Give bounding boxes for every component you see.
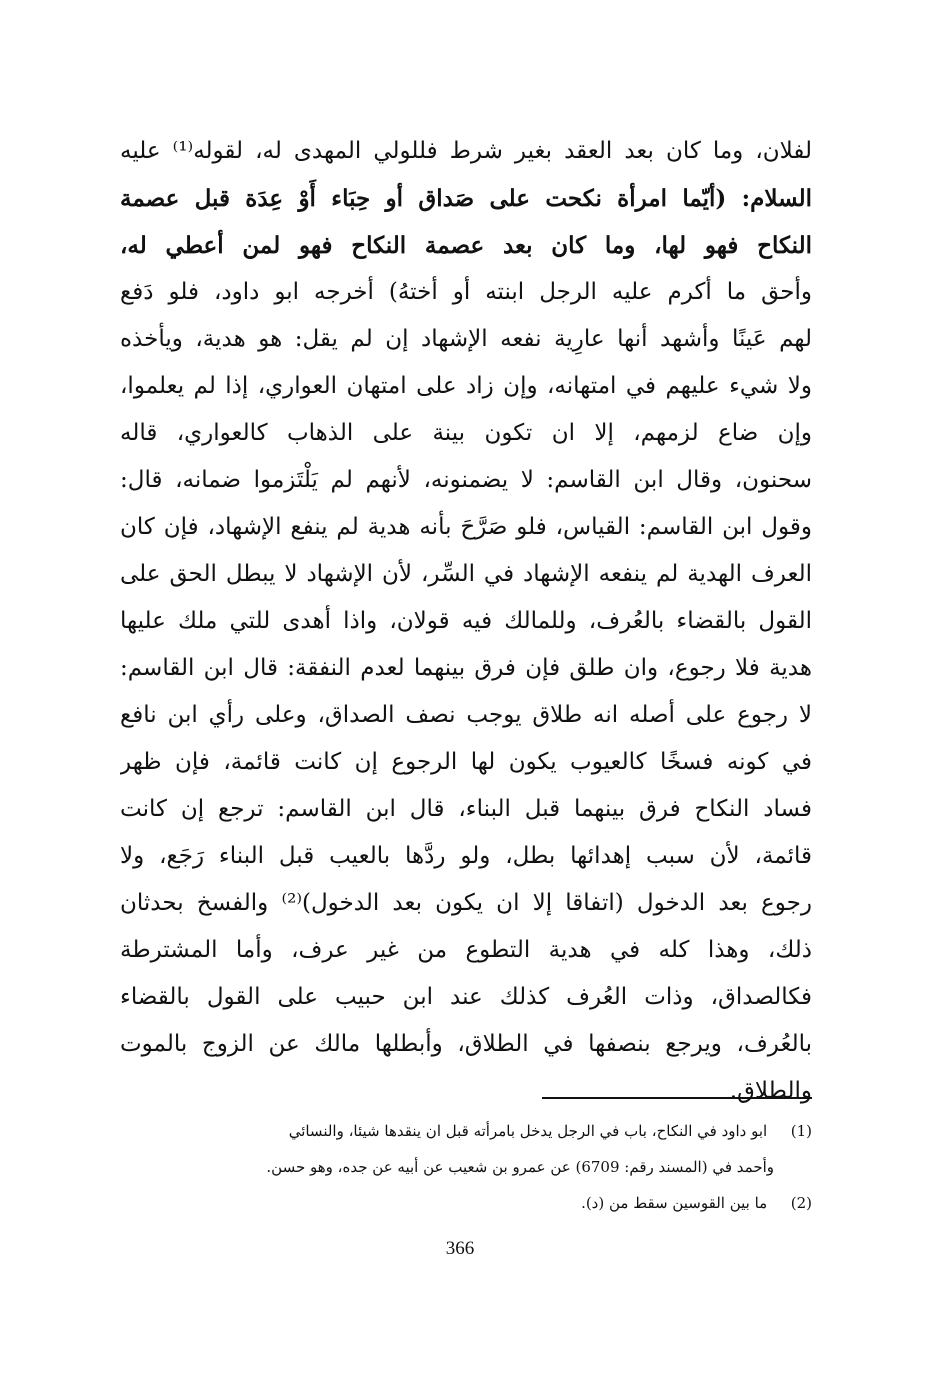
- text-line: السلام: (أيّما امرأة نكحت على صَداق أو حِبَاء أَوْ عِدَة قبل عصمة: [120, 185, 812, 212]
- text-line: القول بالقضاء بالعُرف، وللمالك فيه قولان، واذا أهدى للتي ملك عليها: [120, 608, 812, 634]
- text-line: هدية فلا رجوع، وان طلق فإن فرق بينهما لعدم النفقة: قال ابن القاسم:: [120, 655, 812, 681]
- text-line: فساد النكاح فرق بينهما قبل البناء، قال ابن القاسم: ترجع إن كانت: [120, 796, 812, 822]
- text-line: ذلك، وهذا كله في هدية التطوع من غير عرف، وأما المشترطة: [120, 937, 812, 963]
- footnote-1-continuation: [120, 1149, 812, 1185]
- text-line: بالعُرف، ويرجع بنصفها في الطلاق، وأبطلها مالك عن الزوج بالموت: [120, 1031, 812, 1057]
- main-text: [120, 128, 812, 1115]
- text-line: ولا شيء عليهم في امتهانه، وإن زاد على امتهان العواري، إذا لم يعلموا،: [120, 373, 812, 399]
- footnote-marker: (1): [790, 1122, 812, 1140]
- text-line: سحنون، وقال ابن القاسم: لا يضمنونه، لأنهم لم يَلْتَزموا ضمانه، قال:: [120, 467, 812, 493]
- text-line: لفلان، وما كان بعد العقد بغير شرط فللولي المهدى له، لقوله⁽¹⁾ عليه: [120, 138, 812, 164]
- text-line: وقول ابن القاسم: القياس، فلو صَرَّحَ بأنه هدية لم ينفع الإشهاد، فإن كان: [120, 514, 812, 540]
- footnote-divider: [542, 1097, 812, 1099]
- text-line: وإن ضاع لزمهم، إلا ان تكون بينة على الذهاب كالعواري، قاله: [120, 420, 812, 446]
- footnote-text: ابو داود في النكاح، باب في الرجل يدخل بامرأته قبل ان ينقدها شيئا، والنسائي: [288, 1122, 768, 1140]
- footnote-marker: (2): [790, 1194, 812, 1212]
- text-line: رجوع بعد الدخول (اتفاقا إلا ان يكون بعد الدخول)⁽²⁾ والفسخ بحدثان: [120, 890, 812, 916]
- footnotes: [120, 1113, 812, 1221]
- text-line: لهم عَينًا وأشهد أنها عارِية نفعه الإشهاد إن لم يقل: هو هدية، ويأخذه: [120, 326, 812, 352]
- text-line: وأحق ما أكرم عليه الرجل ابنته أو أختهُ) أخرجه ابو داود، فلو دَفع: [120, 279, 812, 305]
- footnote-2: [120, 1185, 812, 1221]
- footnote-text: ما بين القوسين سقط من (د).: [581, 1194, 768, 1212]
- text-line: فكالصداق، وذات العُرف كذلك عند ابن حبيب على القول بالقضاء: [120, 984, 812, 1010]
- page-number: 366: [445, 1238, 475, 1259]
- text-line: النكاح فهو لها، وما كان بعد عصمة النكاح فهو لمن أعطي له،: [120, 232, 812, 259]
- text-line: العرف الهدية لم ينفعه الإشهاد في السِّر، لأن الإشهاد لا يبطل الحق على: [120, 561, 812, 587]
- text-line: لا رجوع على أصله انه طلاق يوجب نصف الصداق، وعلى رأي ابن نافع: [120, 702, 812, 728]
- footnote-1: [120, 1113, 812, 1149]
- text-line: في كونه فسخًا كالعيوب يكون لها الرجوع إن كانت قائمة، فإن ظهر: [120, 749, 812, 775]
- text-line: قائمة، لأن سبب إهدائها بطل، ولو ردَّها بالعيب قبل البناء رَجَع، ولا: [120, 843, 812, 869]
- text-line: والطلاق.: [729, 1078, 812, 1104]
- footnote-text: وأحمد في (المسند رقم: 6709) عن عمرو بن شعيب عن أبيه عن جده، وهو حسن.: [266, 1158, 774, 1176]
